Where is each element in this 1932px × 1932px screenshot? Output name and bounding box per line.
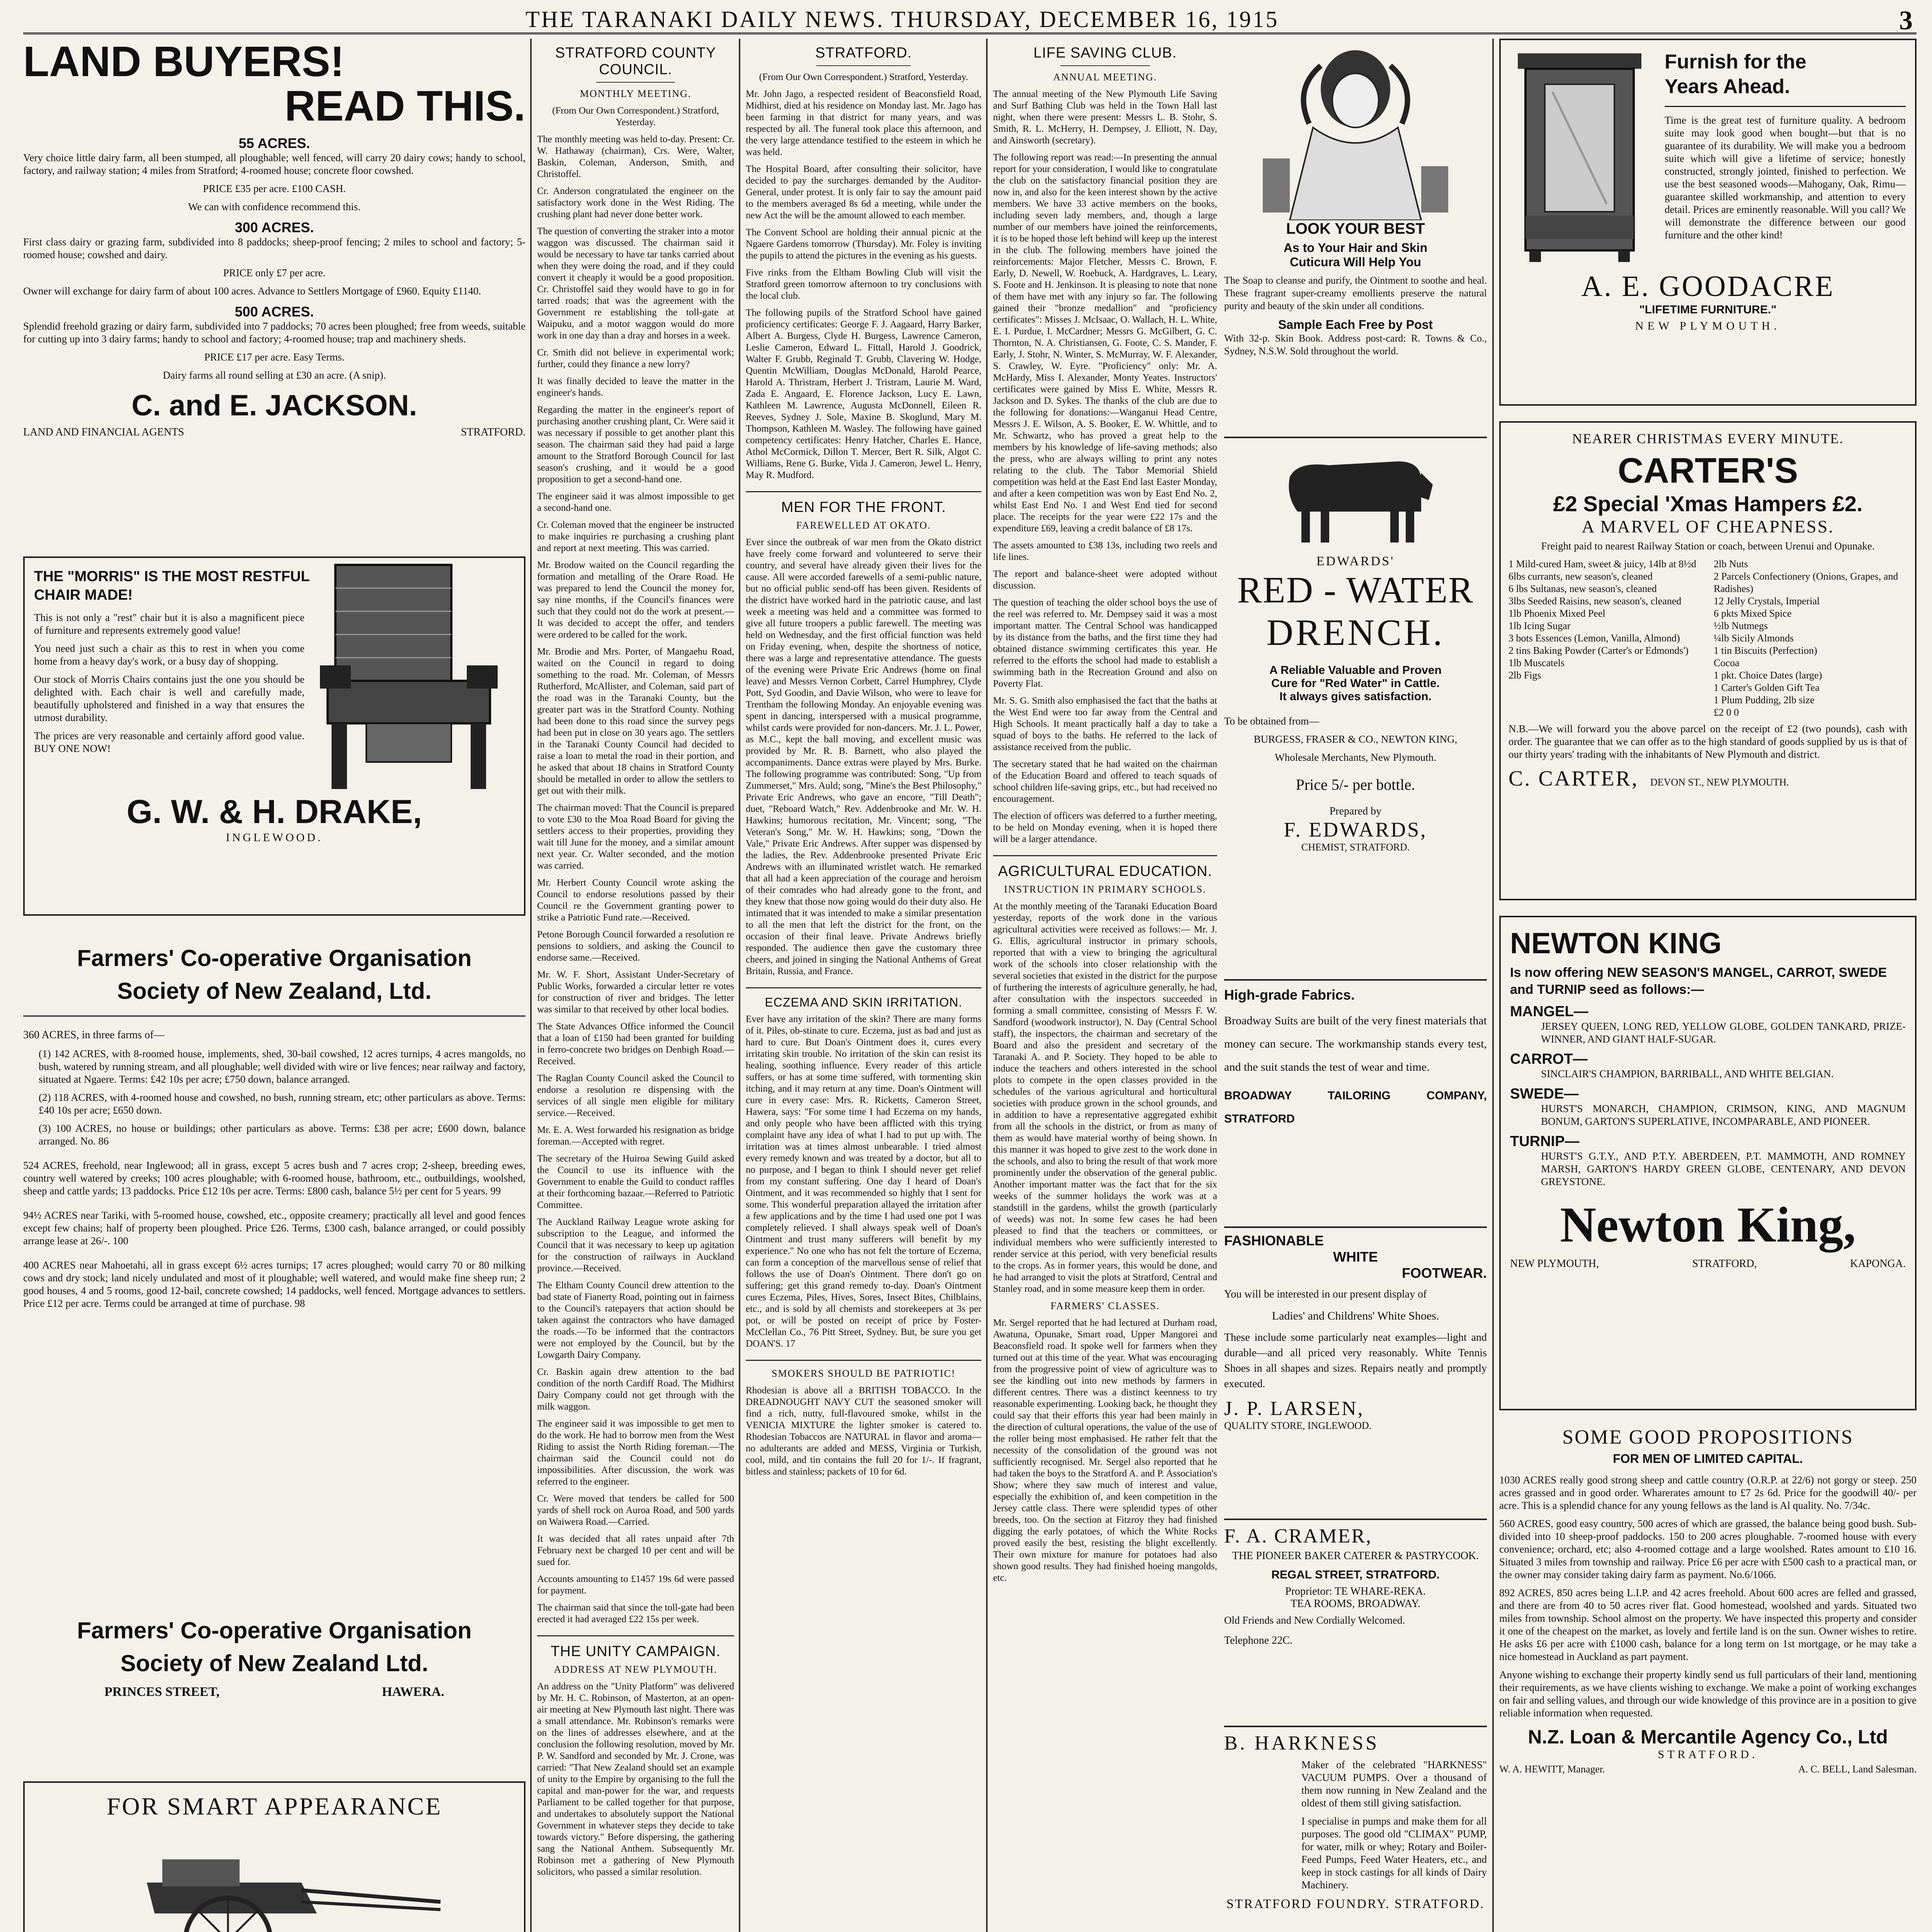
article-title-life-saving: LIFE SAVING CLUB. [1033, 45, 1177, 61]
newton-king-signature: Newton King, [1560, 1197, 1856, 1253]
council-p22: The engineer said it was impossible to get men to do the work. He had to borrow men from the West Riding to assist the North Riding foreman.—The chairman said the Council could not do impossibilities. After discussion, the work was referred to the engineer. [537, 1418, 734, 1487]
fashion-title-3: FOOTWEAR. [1402, 1265, 1487, 1281]
hamper-item: Cocoa [1714, 657, 1740, 668]
council-p17: Mr. E. A. West forwarded his resignation as bridge foreman.—Accepted with regret. [537, 1125, 734, 1147]
newton-swede-list: HURST'S MONARCH, CHAMPION, CRIMSON, KING, AND MAGNUM BONUM, GARTON'S SUPERLATIVE, INCOMPARABLE, AND PIONEER. [1541, 1103, 1906, 1127]
drench-prepared: Prepared by [1329, 805, 1382, 817]
council-p5: It was finally decided to leave the matter in the engineer's hands. [537, 376, 734, 398]
loan-892: 892 ACRES, 850 acres being L.I.P. and 42 acres freehold. About 600 acres are felled and grassed, and there are from 40 to 50 acres river flat. Good homestead, woolshed and yards. Situated two miles from township. School almost on the property. We have inspected this property and consider it one of the cheapest on the market, as lovely and fertile land is on the sun. Owner wishes to retire. He asks £6 per acre with £1000 cash, balance for a long term on 1st mortgage, or he may take a nice homestead in Auckland as part payment. [1499, 1587, 1917, 1662]
council-p21: Cr. Baskin again drew attention to the bad condition of the north Cardiff Road. The Midhirst Dairy Company could not get through with the milk waggon. [537, 1367, 734, 1412]
drench-brand: EDWARDS' [1316, 554, 1395, 568]
stratford-p4: Five rinks from the Eltham Bowling Club will visit the Stratford green tomorrow afternoon to try conclusions with the local club. [746, 267, 981, 301]
newton-mangel: MANGEL— [1510, 1003, 1588, 1020]
newton-turnip-list: HURST'S G.T.Y., AND P.T.Y. ABERDEEN, P.T. MAMMOTH, AND ROMNEY MARSH, GARTON'S HARDY GREEN GLOBE, CENTENARY, AND DEVON GREYSTONE. [1541, 1150, 1906, 1187]
highgrade-body: Broadway Suits are built of the very finest materials that money can secure. The workmanship stands every test, and the suit stands the test of wear and time. [1224, 1014, 1487, 1073]
carter-ad [1499, 421, 1917, 900]
council-p19: The Auckland Railway League wrote asking for subscription to the League, and informed the Council that it was necessary to keep up agitation for the construction of railways in Auckland province.—Received. [537, 1217, 734, 1274]
cuticura-woman-illustration [1255, 43, 1456, 220]
lifesaving-p5: The question of teaching the older school boys the use of the reel was referred to. Mr. Dempsey said it was a most important matter. The Central School was handicapped by its distance from the baths, and the first time they had obtained distance swimming certificates this year. He referred to the efforts the school had made to establish a swimming bath in the Recreation Ground and also on Poverty Flat. [993, 597, 1217, 689]
stratford-p3: The Convent School are holding their annual picnic at the Ngaere Gardens tomorrow (Thursday). Mr. Foley is inviting the pupils to attend the pictures in the evening as his guests. [746, 227, 981, 261]
council-p3: The question of converting the straker into a motor waggon was discussed. The chairman said it would be necessary to have tar tanks carried about when they were doing the road, and if they could convert it cheaply it would be a good proposition. Cr. Christoffel said they would have to go in for tarred roads; that was the agreement with the Government re establishing the toll-gate at Waipuku, and a motor waggon would do more work in one day than a dray and horses in a week. [537, 226, 734, 341]
goodacre-town: NEW PLYMOUTH. [1635, 320, 1781, 332]
cuticura-line-3: Cuticura Will Help You [1290, 255, 1421, 269]
drench-tag-3: It always gives satisfaction. [1279, 690, 1432, 703]
loan-salesman: A. C. BELL, Land Salesman. [1798, 1764, 1917, 1775]
unity-body: An address on the "Unity Platform" was delivered by Mr. H. C. Robinson, of Masterton, at an open-air meeting at New Plymouth last night. There was a small attendance. Mr. Robinson's remarks were on the lines of addresses elsewhere, and at the conclusion the following resolution, moved by Mr. P. W. Sandford and seconded by Mr. J. Crone, was carried: "That New Zealand should set an example of unity to the Empire by organising to the full the capital and man-power for the war, and requests Parliament to be called together for that purpose, and undertakes to absolutely support the National Government in whatever steps they decide to take towards victory." Before dispersing, the gathering sang the National Anthem. Subsequently Mr. Robinson met a gathering of New Plymouth solicitors, who passed a similar resolution. [537, 1681, 734, 1877]
fashion-intro: You will be interested in our present display of [1224, 1288, 1427, 1300]
hamper-item: 6 lbs Sultanas, new season's, cleaned [1509, 583, 1657, 594]
cow-illustration [1274, 446, 1437, 546]
goodacre-ad [1499, 39, 1917, 406]
farm-360-lot-1: (1) 142 ACRES, with 8-roomed house, implements, shed, 30-bail cowshed, 12 acres turnips, 4 acres mangolds, no bush, watered by running stream, and all ploughable; well divided with wire or live fences; near railway and factory, situated at Ngaere. Terms: £42 10s per acre; £750 down, balance arranged. [39, 1048, 526, 1085]
hamper-item: 12 Jelly Crystals, Imperial [1714, 595, 1820, 607]
drench-tag-2: Cure for "Red Water" in Cattle. [1271, 677, 1440, 690]
highgrade-title: High-grade Fabrics. [1224, 987, 1355, 1003]
highgrade-ad [1224, 981, 1487, 1228]
hamper-item: 6lbs currants, new season's, cleaned [1509, 571, 1653, 582]
cuticura-sample: Sample Each Free by Post [1278, 318, 1433, 332]
column-rule [1492, 39, 1494, 1932]
hamper-item: 1 pkt. Choice Dates (large) [1714, 670, 1822, 681]
drench-chemist: F. EDWARDS, [1284, 818, 1427, 841]
stratford-p1: Mr. John Jago, a respected resident of Beaconsfield Road, Midhirst, died at his residence on Monday last. Mr. Jago has been farming in that district for many years, and was respected by all. The funeral took place this afternoon, and the very large attendance testified to the esteem in which he was held. [746, 89, 981, 157]
newton-king-intro: Is now offering NEW SEASON'S MANGEL, CARROT, SWEDE and TURNIP seed as follows:— [1510, 965, 1887, 997]
newton-mangel-list: JERSEY QUEEN, LONG RED, YELLOW GLOBE, GOLDEN TANKARD, PRIZE-WINNER, AND GIANT HALF-SUGAR. [1541, 1020, 1906, 1045]
article-subtitle-council: MONTHLY MEETING. [580, 88, 692, 99]
eczema-body: Ever have any irritation of the skin? There are many forms of it. Piles, ob-stinate to cure. Eczema, just as bad and just as hard to cure. But Doan's Ointment does it, cures every irritating skin trouble. No irritation of the skin can resist its healing, soothing influence. Every reader of this article suffers, or has at some time suffered, with tormenting skin itching, and it may return at any time. Doan's Ointment will cure in every case: Mrs. R. Ricketts, Cameron Street, Hawera, says: "For some time I had Eczema on my hands, and only people who have been afflicted with this trying complaint have any idea of what I had to put up with. The irritation was at times almost unbearable. I tried almost every remedy known and was treated by a doctor, but all to no purpose, and I began to think I should never get relief from my constant suffering. One day I heard of Doan's Ointment, and it was recommended so highly that I sent for some. This wonderful preparation allayed the irritation after a few applications and by the time I had used one pot I was completely relieved. I shall always speak well of Doan's Ointment and trust many sufferers will benefit by my experience." No one who has not felt the torture of Eczema, can form a conception of the marvellous sense of relief that follows the use of Doan's Ointment. There don't go on suffering; get this grand remedy to-day. Doan's Ointment cures Eczema, Piles, Hives, Sores, Insect Bites, Chilblains, etc., and is sold by all chemists and storekeepers at 3s per pot, or will be posted on receipt of price by Foster-McClellan Co., 76 Pitt Street, Sydney. But, be sure you get DOAN'S. 17 [746, 1014, 981, 1349]
farmers2-title-2: Society of New Zealand Ltd. [120, 1650, 429, 1676]
jackson-agents: LAND AND FINANCIAL AGENTS [23, 426, 184, 438]
column-4 [993, 39, 1217, 1932]
drench-title-2: DRENCH. [1266, 612, 1445, 653]
cramer-friends: Old Friends and New Cordially Welcomed. [1224, 1614, 1405, 1626]
hamper-item: 1 Mild-cured Ham, sweet & juicy, 14lb at 8½d [1509, 558, 1696, 570]
article-title-agri: AGRICULTURAL EDUCATION. [998, 863, 1213, 879]
harkness-foundry: STRATFORD FOUNDRY. STRATFORD. [1226, 1897, 1485, 1911]
fashion-firm: J. P. LARSEN, [1224, 1398, 1364, 1420]
council-p4: Cr. Smith did not believe in experimental work; further, could they finance a new lorry? [537, 347, 734, 369]
lifesaving-p7: The secretary stated that he had waited on the chairman of the Education Board and offered to teach squads of school children life-saving grips, etc., but had received no encouragement. [993, 759, 1217, 804]
fashion-ad [1224, 1228, 1487, 1520]
hamper-item: 6 pkts Mixed Spice [1714, 608, 1792, 619]
newton-loc-2: STRATFORD, [1692, 1258, 1757, 1270]
drench-tag-1: A Reliable Valuable and Proven [1269, 664, 1442, 677]
carter-marvel: A MARVEL OF CHEAPNESS. [1582, 517, 1834, 536]
listing-55-acres: 55 ACRES. [238, 135, 310, 151]
stratford-dateline: (From Our Own Correspondent.) Stratford, Yesterday. [759, 72, 968, 82]
hamper-item: 2 Parcels Confectionery (Onions, Grapes, and Radishes) [1714, 571, 1898, 594]
lifesaving-p2: The following report was read:—In presenting the annual report for your consideration, I would like to congratulate the club on the satisfactory financial position they are now in, and also for the keen interest shown by the active members. We have 33 active members on the books, including seven lady members, and, though a large number of our members have joined the reinforcements, it is to be hoped those left behind will keep up the interest in the club. The following members have joined the reinforcements: Major Fletcher, Messrs C. Brown, F. Early, D. Newell, W. Roebuck, A. Hardgraves, L. Leary, S. Foote and H. Jenkinson. It is pleasing to note that none of them have met with any injury so far. The following gained their "bronze medallion" and "proficiency certificates": Misses J. McIsaac, O. Wallach, H. L. White, E. I. Purdue, I. McCardner; Messrs G. McGilbert, G. C. Thornton, N. A. Christiansen, G. Foote, C. S. Mander, F. Early, J. Stohr, N. Winter, S. McMurray, W. F. Alexander, S. Crawley, W. Eyre. "Proficiency" only: Mr. A. McHardy, Miss I. Alexander, Monty Yeates. Instructors' certificates were gained by Miss E. White, Messrs R. Jackson and D. Sykes. The thanks of the club are due to the following for donations:—Wanganui Head Centre, Messrs J. E. Wilson, A. S. Booker, E. W. Whittle, and to Mr. Schwartz, who has proved a great help to the members by his knowledge of life-saving methods; also the press, who are always willing to print any notes relating to the club. The Tabor Memorial Shield competition was held at the East End last Easter Monday, and after a keen competition was won by East End No. 2, whilst East End No. 1 and West End tied for second place. The receipts for the year were £22 17s and the expenditure £69, leaving a credit balance of £8 17s. [993, 152, 1217, 534]
farm-360-lot-3: (3) 100 ACRES, no house or buildings; other particulars as above. Terms: £38 per acre; £600 down, balance arranged. No. 86 [39, 1122, 526, 1147]
hamper-item: 1lb Icing Sugar [1509, 620, 1571, 631]
listing-300-note: Owner will exchange for dairy farm of about 100 acres. Advance to Settlers Mortgage of £960. Equity £1140. [23, 285, 481, 297]
carter-freight: Freight paid to nearest Railway Station or coach, between Urenui and Opunake. [1541, 540, 1875, 552]
headline-land-buyers: LAND BUYERS! [23, 39, 345, 85]
hamper-item: ¼lb Sicily Almonds [1714, 633, 1794, 644]
hamper-item: 1 Plum Pudding, 2lb size [1714, 694, 1815, 706]
wardrobe-illustration [1510, 49, 1657, 266]
smokers-body: Rhodesian is above all a BRITISH TOBACCO. In the DREADNOUGHT NAVY CUT the seasoned smoker will find a rich, nutty, full-flavoured smoke, whilst in the VENICIA MIXTURE the lighter smoker is catered to. Rhodesian Tobaccos are NATURAL in flavor and aroma—no adulterants are added and MESS, Virginia or Turkish, cool, mild, and tin contains the full 20 for 1/-. If fragrant, bitless and stainless; packets of 10 for 6d. [746, 1385, 981, 1477]
hamper-item: 3lbs Seeded Raisins, new season's, cleaned [1509, 595, 1682, 607]
egmont-headline: FOR SMART APPEARANCE [106, 1793, 442, 1820]
goodacre-title-1: Furnish for the [1665, 51, 1806, 73]
listing-55-note: We can with confidence recommend this. [188, 201, 361, 213]
column-3 [746, 39, 981, 1932]
masthead [23, 5, 1917, 34]
farmers2-title-1: Farmers' Co-operative Organisation [77, 1617, 472, 1643]
cramer-trade: THE PIONEER BAKER CATERER & PASTRYCOOK. [1232, 1550, 1479, 1562]
article-subtitle-agri: INSTRUCTION IN PRIMARY SCHOOLS. [1004, 884, 1206, 895]
carter-items-left [1509, 558, 1702, 719]
hamper-item: 2lb Nuts [1714, 558, 1748, 570]
listing-500-body: Splendid freehold grazing or dairy farm, subdivided into 7 paddocks; 70 acres been ploughed; free from weeds, suitable for cutting up into 3 dairy farms; handy to school and factory; 4-roomed house; trap and machinery sheds. [23, 320, 526, 345]
council-p16: The Raglan County Council asked the Council to endorse a resolution re dispensing with the services of all single men eligible for military service.—Received. [537, 1073, 734, 1118]
headline-read-this: READ THIS. [284, 82, 526, 130]
cuticura-ad [1224, 43, 1487, 438]
hamper-item: 2lb Figs [1509, 670, 1541, 681]
listing-500-price: PRICE £17 per acre. Easy Terms. [204, 351, 345, 363]
council-p14: Mr. W. F. Short, Assistant Under-Secretary of Public Works, forwarded a circular letter re votes for construction of river and bridges. The letter was similar to that received by other local bodies. [537, 969, 734, 1015]
cramer-firm: F. A. CRAMER, [1224, 1525, 1372, 1547]
article-title-unity: THE UNITY CAMPAIGN. [551, 1643, 721, 1660]
drake-headline: THE "MORRIS" IS THE MOST RESTFUL CHAIR MADE! [34, 568, 310, 603]
harkness-body: Maker of the celebrated "HARKNESS" VACUUM PUMPS. Over a thousand of them now running in New Zealand and the oldest of them still giving satisfaction. [1301, 1759, 1487, 1809]
harkness-firm: B. HARKNESS [1224, 1732, 1379, 1754]
newton-loc-1: NEW PLYMOUTH, [1510, 1258, 1599, 1270]
newspaper-title: THE TARANAKI DAILY NEWS. THURSDAY, DECEMBER 16, 1915 [526, 7, 1279, 32]
newton-carrot-list: SINCLAIR'S CHAMPION, BARRIBALL, AND WHITE BELGIAN. [1541, 1068, 1834, 1080]
carter-firm: C. CARTER, [1509, 767, 1639, 791]
carter-nb: N.B.—We will forward you the above parcel on the receipt of £2 (two pounds), cash with order. The guarantee that we can offer as to the high standard of goods supplied by us is that of our thirty years' trading with the inhabitants of New Plymouth and district. [1509, 723, 1907, 760]
loan-manager: W. A. HEWITT, Manager. [1499, 1764, 1605, 1775]
farm-94-acres: 94½ ACRES near Tariki, with 5-roomed house, cowshed, etc., opposite creamery; practically all level and good fences except few chains; half of property been ploughed. Price £26. Terms, £300 cash, balance arranged, or could possibly arrange lease at 26/-. 100 [23, 1209, 526, 1247]
newton-swede: SWEDE— [1510, 1086, 1579, 1102]
fashion-title-1: FASHIONABLE [1224, 1233, 1324, 1248]
cramer-phone: Telephone 22C. [1224, 1634, 1293, 1646]
column-rule [530, 39, 532, 1932]
cuticura-caption: LOOK YOUR BEST [1286, 220, 1425, 237]
newton-king-title: NEWTON KING [1510, 927, 1722, 960]
article-title-front: MEN FOR THE FRONT. [781, 499, 946, 515]
listing-500-note: Dairy farms all round selling at £30 an acre. (A snip). [163, 369, 386, 381]
drench-obtain: To be obtained from— [1224, 715, 1320, 727]
council-p1: The monthly meeting was held to-day. Present: Cr. W. Hathaway (chairman), Crs. Were, Walter, Baskin, Coleman, Anderson, Smith, and Christoffel. [537, 134, 734, 179]
drake-text-4: The prices are very reasonable and certainly afford good value. BUY ONE NOW! [34, 730, 304, 754]
loan-note: Anyone wishing to exchange their property kindly send us full particulars of their land, mentioning their requirements, as we have clients wishing to exchange. We make a point of working exchanges on fair and selling values, and through our wide knowledge of this province are in a position to give reliable information when requested. [1499, 1669, 1917, 1719]
cramer-street: REGAL STREET, STRATFORD. [1271, 1568, 1440, 1581]
listing-300-acres: 300 ACRES. [235, 219, 314, 235]
loan-1030: 1030 ACRES really good strong sheep and cattle country (O.R.P. at 22/6) not gorgy or steep. 250 acres grassed and in good order. Wharerates amount to £7 2s 6d. Price for the goodwill 40/- per acre. This is a splendid chance for any young fellows as the land is Al quality. No. 7/34c. [1499, 1474, 1917, 1511]
drake-text-2: You need just such a chair as this to rest in when you come home from a heavy day's work, or a busy day of shopping. [34, 643, 304, 667]
council-p15: The State Advances Office informed the Council that a loan of £150 had been granted for building in ferro-concrete two bridges on Denbigh Road.—Received. [537, 1021, 734, 1066]
agri-body: At the monthly meeting of the Taranaki Education Board yesterday, reports of the work done in the various agricultural activities were received as follows:— Mr. J. G. Ellis, agricultural instructor in primary schools, reported that with a view to bringing the agricultural work of the schools into closer relationship with the several societies that existed in the district for the purpose of furthering the interests of agriculture generally, he had, after consultation with the inspectors succeeded in forming a small committee, consisting of Messrs F. W. Sandford (woodwork instructor), N. Day (Central School staff), the inspectors, the chairman and secretary of the Board and also the president and secretary of the Taranaki A. and P. Society. They hoped to be able to induce the teachers and others interested in the school plots to compete in the open classes provided in the schedules of the various agricultural and horticultural societies with produce grown in the school grounds, and in addition to have a representative aggregated exhibit from all the schools in the district, or from as many of them as would have material worthy of being shown. In this manner it was hoped to give zest to the work done in the schools, and also to bring the result of that work more prominently under the observation of the general public. Another important matter was the fact that for the six weeks of the summer holidays the work was at a standstill in the gardens, whilst the growth (particularly of weeds) was not. In some few cases he had been pleased to find that the teachers or committees, or individual members who were sufficiently interested to render service at this period, with very beneficial results to the crops. As in former years, this would be done, and he had arranged to visit the plots at Stratford, Central and Stanley road, and in some measure keep them in order. [993, 901, 1217, 1294]
carter-address: DEVON ST., NEW PLYMOUTH. [1650, 777, 1789, 788]
cramer-ad [1224, 1520, 1487, 1727]
column-1 [23, 39, 526, 1932]
fashion-body: These include some particularly neat examples—light and durable—and all priced very reasonably. White Tennis Shoes in all shapes and sizes. Repairs neatly and promptly executed. [1224, 1332, 1487, 1390]
council-p25: Accounts amounting to £1457 19s 6d were passed for payment. [537, 1574, 734, 1596]
goodacre-title-2: Years Ahead. [1665, 75, 1790, 98]
listing-55-body: Very choice little dairy farm, all been stumped, all ploughable; well fenced, will carry 20 dairy cows; handy to school, factory, and railway station; 4 miles from Stratford; 4-roomed house; concrete floor cowshed. [23, 152, 526, 176]
carter-nearer: NEARER CHRISTMAS EVERY MINUTE. [1572, 431, 1844, 446]
page-number: 3 [1899, 6, 1913, 36]
farmers-title-2: Society of New Zealand, Ltd. [117, 978, 432, 1004]
article-subtitle-front: FAREWELLED AT OKATO. [796, 520, 931, 531]
drake-town: INGLEWOOD. [226, 831, 323, 844]
hamper-item: 3 bots Essences (Lemon, Vanilla, Almond) [1509, 633, 1680, 644]
council-p24: It was decided that all rates unpaid after 7th February next be charged 10 per cent and will be sued for. [537, 1534, 734, 1567]
harkness-ad [1224, 1727, 1487, 1932]
drench-ad [1224, 446, 1487, 981]
drench-agents: BURGESS, FRASER & CO., NEWTON KING, [1253, 733, 1458, 745]
column-rule [986, 39, 988, 1932]
hamper-item: 1lb Muscatels [1509, 657, 1565, 668]
fashion-store: QUALITY STORE, INGLEWOOD. [1224, 1420, 1372, 1431]
goodacre-firm: A. E. GOODACRE [1581, 270, 1835, 303]
council-p20: The Eltham County Council drew attention to the bad state of Fianerty Road, pointing out in fairness to the Council's ratepayers that action should be taken against the contractors who have damaged the roads.—To be informed that the contractors were not employed by the Council, but by the Lowgarth Dairy Company. [537, 1280, 734, 1360]
farmers2-street: PRINCES STREET, [104, 1685, 220, 1699]
council-p9: Mr. Brodow waited on the Council regarding the formation and metalling of the Orare Road. He was prepared to lend the Council the money for, say nine months, if the Council's finances were such that they could not do the work at present.—It was decided to accept the offer, and tenders were ordered to be called for the work. [537, 560, 734, 640]
council-dateline: (From Our Own Correspondent.) Stratford, Yesterday. [552, 105, 719, 128]
article-title-eczema: ECZEMA AND SKIN IRRITATION. [765, 995, 963, 1009]
fashion-title-2: WHITE [1333, 1249, 1378, 1265]
carter-name: CARTER'S [1617, 451, 1798, 490]
farm-524-acres: 524 ACRES, freehold, near Inglewood; all in grass, except 5 acres bush and 7 acres crop; 2-sheep, breeding ewes, country well watered by creeks; 100 acres ploughable; with 6-roomed house, bathroom, etc., outbuildings, woolshed, sheep and cattle yards; 13 paddocks. Price £12 10s per acre. Terms: £800 cash, balance 5½ per cent for 5 years. 99 [23, 1160, 526, 1197]
drench-price: Price 5/- per bottle. [1296, 776, 1415, 793]
council-p13: Petone Borough Council forwarded a resolution re pensions to soldiers, and asking the Council to endorse same.—Received. [537, 929, 734, 963]
council-p23: Cr. Were moved that tenders be called for 500 yards of shell rock on Auroa Road, and 500 yards on Waiwera Road.—Carried. [537, 1493, 734, 1527]
morris-chair-illustration [320, 556, 505, 797]
council-p10: Mr. Brodie and Mrs. Porter, of Mangaehu Road, waited on the Council in regard to doing something to the road. Mr. Coleman, of Messrs Rutherford, McAllister, and Coleman, said part of the road was in the Taranaki County, but the greater part was in the Stratford County. Nothing had been done to this road since the survey pegs had been put in close on 30 years ago. The settlers in the Taranaki County Council had decided to raise a loan to metal the road in their portion, and he asked that about 18 chains in Stratford County should be metalled in order to allow the settlers to get out with their milk. [537, 646, 734, 796]
carter-hampers: £2 Special 'Xmas Hampers £2. [1553, 492, 1863, 516]
newton-loc-3: KAPONGA. [1850, 1258, 1906, 1270]
loan-firm: N.Z. Loan & Mercantile Agency Co., Ltd [1528, 1726, 1888, 1748]
highgrade-firm: BROADWAY TAILORING COMPANY, STRATFORD [1224, 1089, 1487, 1125]
drake-text-1: This is not only a "rest" chair but it is also a magnificent piece of furniture and represents extremely good value! [34, 612, 304, 636]
drake-ad [23, 556, 526, 916]
listing-300-price: PRICE only £7 per acre. [223, 267, 326, 279]
column-5 [1224, 39, 1487, 1932]
article-title-smokers: SMOKERS SHOULD BE PATRIOTIC! [771, 1368, 956, 1379]
farmers-classes-heading: FARMERS' CLASSES. [1050, 1300, 1160, 1311]
classes-body: Mr. Sergel reported that he had lectured at Durham road, Awatuna, Opunake, Smart road, Upper Mangorei and Beaconsfield road. It spoke well for farmers when they turned out at this time of the year. What was encouraging from the progressive point of view of agriculture was to see the kindling out into new methods by farmers in different centres. There was a distinct keenness to try reasonable experimenting. Looking back, he thought they could say that their efforts this year had been mainly in the direction of cultural operations, the value of the use of the roller being most emphasised. He rather felt that the necessity of the consolidation of the ground was not sufficiently recognised. Mr. Sergel also reported that he had taken the boys to the Stratford A. and P. Association's Show; where they saw much of interest and value, especially the exhibition of, and keen competition in the Jersey cattle class. There were splendid types of other breeds, too. On the section at Fitzroy they had finished digging the early potatoes, of which the White Rocks proved easily the best, resisting the blight excellently. Their own mixture for manure for potatoes had also shown good results. They had finished hoeing mangolds, etc. [993, 1318, 1217, 1583]
article-subtitle-unity: ADDRESS AT NEW PLYMOUTH. [554, 1664, 718, 1675]
newton-carrot: CARROT— [1510, 1051, 1588, 1067]
egmont-ad [23, 1781, 526, 1932]
lifesaving-p4: The report and balance-sheet were adopted without discussion. [993, 569, 1217, 591]
council-p7: The engineer said it was almost impossible to get a second-hand one. [537, 491, 734, 513]
fashion-item: Ladies' and Childrens' White Shoes. [1272, 1310, 1439, 1322]
council-p18: The secretary of the Huiroa Sewing Guild asked the Council to use its influence with the Government to enable the Guild to conduct raffles at their forthcoming bazaar.—Referred to Patriotic Committee. [537, 1153, 734, 1210]
stratford-p5: The following pupils of the Stratford School have gained proficiency certificates: George F. J. Aagaard, Harry Barker, Albert A. Burgess, Clyde H. Burgess, Lawrence Cameron, Leslie Cameron, Edward L. Fittall, Harold J. Goodrick, Walter F. Grubb, Reginald T. Grubb, Clavering W. Hodge, Quentin McWilliam, Douglas McDonald, Harold Pearce, Harold A. Thristram, Herbert J. Tristram, Laurie M. Ward, Zada E. Angaard, E. Florence Jackson, Lucy E. Lawn, Kathleen M. Lawrence, Augusta McDonnell, Eileen R. Reeves, Sydney J. Sole, Maxine B. Skoglund, Mary M. Thompson, Kathleen M. Wasley. The following have gained competency certificates: Henry Hatcher, Charles E. Hance, Athol McCormick, Dillon T. Mercer, Bert R. Silk, Algot C. Williams, Rene G. Burke, Vida J. Cameron, Jewel L. Henry, May R. Mudford. [746, 308, 981, 480]
column-rule [739, 39, 740, 1932]
cuticura-body: The Soap to cleanse and purify, the Ointment to soothe and heal. These fragrant super-creamy emollients preserve the natural purity and beauty of the skin under all conditions. [1224, 275, 1487, 311]
article-title-council: STRATFORD COUNTY COUNCIL. [555, 45, 716, 78]
drench-chemist-town: CHEMIST, STRATFORD. [1301, 842, 1410, 853]
front-body: Ever since the outbreak of war men from the Okato district have freely come forward and volunteered to serve their country, and several have already given their lives for the cause. All were accorded farewells of a semi-public nature, but no official public send-off has been given. Residents of the district have worked hard in the patriotic cause, and last week a meeting was held and a committee was formed to give all future troopers a public farewell. The meeting was held on Wednesday, and the first official function was held on Friday evening, when, despite the shortness of notice, there was a large and representative attendance. The guests of the evening were Private Eric Andrews (home on final leave) and Messrs Vernon Corbett, Carrel Humphrey, Clyde Pott, Syd Goodin, and Davie Wilson, who were to leave for Trentham the following Monday. An enjoyable evening was spent in dancing, interspersed with a musical programme, whilst cards were provided for non-dancers. Mr. J. L. Power, as M.C., kept the ball moving, and excellent music was provided by Mr. R. B. Barnett, who also played the accompaniments. Dance extras were played by Mrs. Burke. The following programme was contributed: Song, "Up from Zummerset," Mrs. Auld; song, "Mine's the Best Philosophy," Private Eric Andrews, who gave an encore, "Till Death"; duet, "Reboard Watch," Rev. Addenbrooke and Mr. W. H. Hawkins; humorous recitation, Mr. Vincent; song, "The Veteran's Song," Mr. W. H. Hawkins; song, "Down the Vale," Private Eric Andrews. After supper was dispensed by the ladies, the Rev. Addenbrooke presented Private Eric Andrews with an illuminated wristlet watch. He remarked that all had a keen appreciation of the courage and heroism of their comrades who had already gone to the front, and they knew that those now going would do their duty also. He intimated that it was intended to make a similar presentation to all the men that left the district for the front, on the occasion of their final leave. Private Andrews briefly responded. The audience then gave the customary three cheers, and joined in singing the National Anthems of Great Britain, Russia, and France. [746, 537, 981, 976]
listing-500-acres: 500 ACRES. [235, 304, 314, 320]
column-6 [1499, 39, 1917, 1932]
hamper-item: 2 tins Baking Powder (Carter's or Edmonds') [1509, 645, 1689, 656]
lifesaving-p6: Mr. S. G. Smith also emphasised the fact that the baths at the West End were too far away from the Central and High Schools. It meant practically half a day to take a squad of boys to the baths. He referred to the lack of assistance received from the public. [993, 696, 1217, 752]
council-p26: The chairman said that since the toll-gate had been erected it had averaged £22 15s per week. [537, 1602, 734, 1624]
lifesaving-p1: The annual meeting of the New Plymouth Life Saving and Surf Bathing Club was held in the Town Hall last night, when there were present: Messrs L. B. Stohr, S. Smith, R. L. McHerry, H. Dempsey, J. Elliott, N. Day, and Ainsworth (secretary). [993, 89, 1217, 146]
loan-sub: FOR MEN OF LIMITED CAPITAL. [1613, 1452, 1803, 1466]
stratford-p2: The Hospital Board, after consulting their solicitor, have decided to pay the surcharges demanded by the Auditor-General, under protest. It is only fair to say the amount paid to the members averaged 8s 6d a meeting, while under the new Act the will be the amount allowed to each member. [746, 164, 981, 221]
drench-wholesale: Wholesale Merchants, New Plymouth. [1275, 752, 1436, 763]
cramer-tea: TEA ROOMS, BROADWAY. [1290, 1598, 1421, 1610]
lifesaving-p8: The election of officers was deferred to a further meeting, to be held on Monday evening, when it is hoped there will be a larger attendance. [993, 811, 1217, 844]
carter-items-right [1714, 558, 1907, 719]
drake-firm-name: G. W. & H. DRAKE, [126, 793, 422, 830]
gig-carriage-illustration [100, 1825, 448, 1932]
council-p6: Regarding the matter in the engineer's report of purchasing another crushing plant, Cr. Were said it was necessary if possible to get another plant this season. The chairman said they had paid a large amount to the Stratford Borough Council for last season's crushing, and it would be a good proposition to get a second-hand one. [537, 405, 734, 485]
harkness-body-2: I specialise in pumps and make them for all purposes. The good old "CLIMAX" PUMP, for water, milk or whey; Rotary and Boiler-Feed Pumps, Feed Water Heaters, etc., and keep in stock castings for all kinds of Dairy Machinery. [1301, 1815, 1487, 1891]
goodacre-slogan: "LIFETIME FURNITURE." [1639, 303, 1777, 316]
hamper-item: 1lb Phoenix Mixed Peel [1509, 608, 1605, 619]
hamper-item: 1 tin Biscuits (Perfection) [1714, 645, 1817, 656]
council-p11: The chairman moved: That the Council is prepared to vote £30 to the Moa Road Board for giving the settlers access to their properties, providing they wait till June for the money, and a similar amount next year. Cr. Walter seconded, and the motion was carried. [537, 803, 734, 871]
loan-title: SOME GOOD PROPOSITIONS [1562, 1426, 1854, 1448]
nz-loan-ad [1499, 1426, 1917, 1932]
farm-360-acres: 360 ACRES, in three farms of— [23, 1029, 165, 1041]
council-p8: Cr. Coleman moved that the engineer be instructed to make inquiries re purchasing a crushing plant and report at next meeting. This was carried. [537, 520, 734, 553]
cramer-prop: Proprietor: TE WHARE-REKA. [1285, 1585, 1426, 1597]
hamper-item: £2 0 0 [1714, 707, 1739, 718]
jackson-town: STRATFORD. [461, 426, 526, 438]
cuticura-line-2: As to Your Hair and Skin [1283, 241, 1428, 255]
farmers-ad-1 [23, 943, 526, 1615]
hamper-item: 1 Carter's Golden Gift Tea [1714, 682, 1820, 693]
lifesaving-p3: The assets amounted to £38 13s, including two reels and life lines. [993, 540, 1217, 562]
council-p12: Mr. Herbert County Council wrote asking the Council to endorse resolutions passed by their Council re the Government granting power to strike a Patriotic Fund rate.—Received. [537, 878, 734, 923]
article-subtitle-life-saving: ANNUAL MEETING. [1053, 71, 1157, 83]
drench-title-1: RED - WATER [1237, 569, 1474, 611]
cuticura-address: With 32-p. Skin Book. Address post-card: R. Towns & Co., Sydney, N.S.W. Sold throughout the world. [1224, 333, 1487, 357]
farmers-title-1: Farmers' Co-operative Organisation [77, 945, 472, 971]
farm-400-acres: 400 ACRES near Mahoetahi, all in grass except 6½ acres turnips; 17 acres ploughed; would carry 70 or 80 milking cows and dry stock; land nicely undulated and most of it ploughable; well watered, and would make fine sheep run; 2 good houses, 4 and 5 rooms, good 12-bail, concrete cowshed; 14 paddocks, well fenced. Mortgage advances to settlers. Price £12 per acre. Terms could be arranged at time of purchase. 98 [23, 1259, 526, 1309]
hamper-item: ½lb Nutmegs [1714, 620, 1768, 631]
loan-560: 560 ACRES, good easy country, 500 acres of which are grassed, the balance being good bush. Sub-divided into 10 sheep-proof paddocks. 150 to 200 acres ploughable. 7-roomed house with every convenience; orchard, etc; also 4-roomed cottage and a large woolshed. Rates amount to £10 16. Situated 3 miles from township and railway. Price £6 per acre with £500 cash to a practical man, or the owner may consider taking dairy farm as payment. No.6/1066. [1499, 1518, 1917, 1580]
column-2 [537, 39, 734, 1932]
council-p2: Cr. Anderson congratulated the engineer on the satisfactory work done in the West Riding. The crushing plant had never done better work. [537, 186, 734, 219]
loan-town: STRATFORD. [1658, 1748, 1758, 1761]
listing-55-price: PRICE £35 per acre. £100 CASH. [203, 183, 346, 194]
jackson-ad [23, 39, 526, 541]
jackson-firm-name: C. and E. JACKSON. [131, 389, 417, 422]
farm-360-lot-2: (2) 118 ACRES, with 4-roomed house and cowshed, no bush, running stream, etc; other particulars as above. Terms: £40 10s per acre; £650 down. [39, 1092, 526, 1116]
newton-turnip: TURNIP— [1510, 1133, 1580, 1150]
goodacre-body: Time is the great test of furniture quality. A bedroom suite may look good when bought—but that is no guarantee of its durability. We will make you a bedroom suite which will give a lifetime of service; honestly constructed, strongly jointed, finished to perfection. We use the best seasoned woods—Mahogany, Oak, Rimu—guarantee skilled workmanship, and attention to every detail. Prices are eminently reasonable. Will you call? We will demonstrate the difference between our good furniture and the other kind! [1665, 114, 1906, 241]
farmers-ad-2 [23, 1615, 526, 1770]
drake-text-3: Our stock of Morris Chairs contains just the one you should be delighted with. Each chair is well and carefully made, beautifully upholstered and finished in a way that ensures the utmost durability. [34, 673, 304, 723]
newton-king-ad [1499, 916, 1917, 1410]
article-title-stratford: STRATFORD. [815, 45, 912, 61]
listing-300-body: First class dairy or grazing farm, subdivided into 8 paddocks; sheep-proof fencing; 2 miles to school and factory; 5-roomed house; cowshed and dairy. [23, 236, 526, 260]
farmers2-town: HAWERA. [382, 1685, 444, 1699]
